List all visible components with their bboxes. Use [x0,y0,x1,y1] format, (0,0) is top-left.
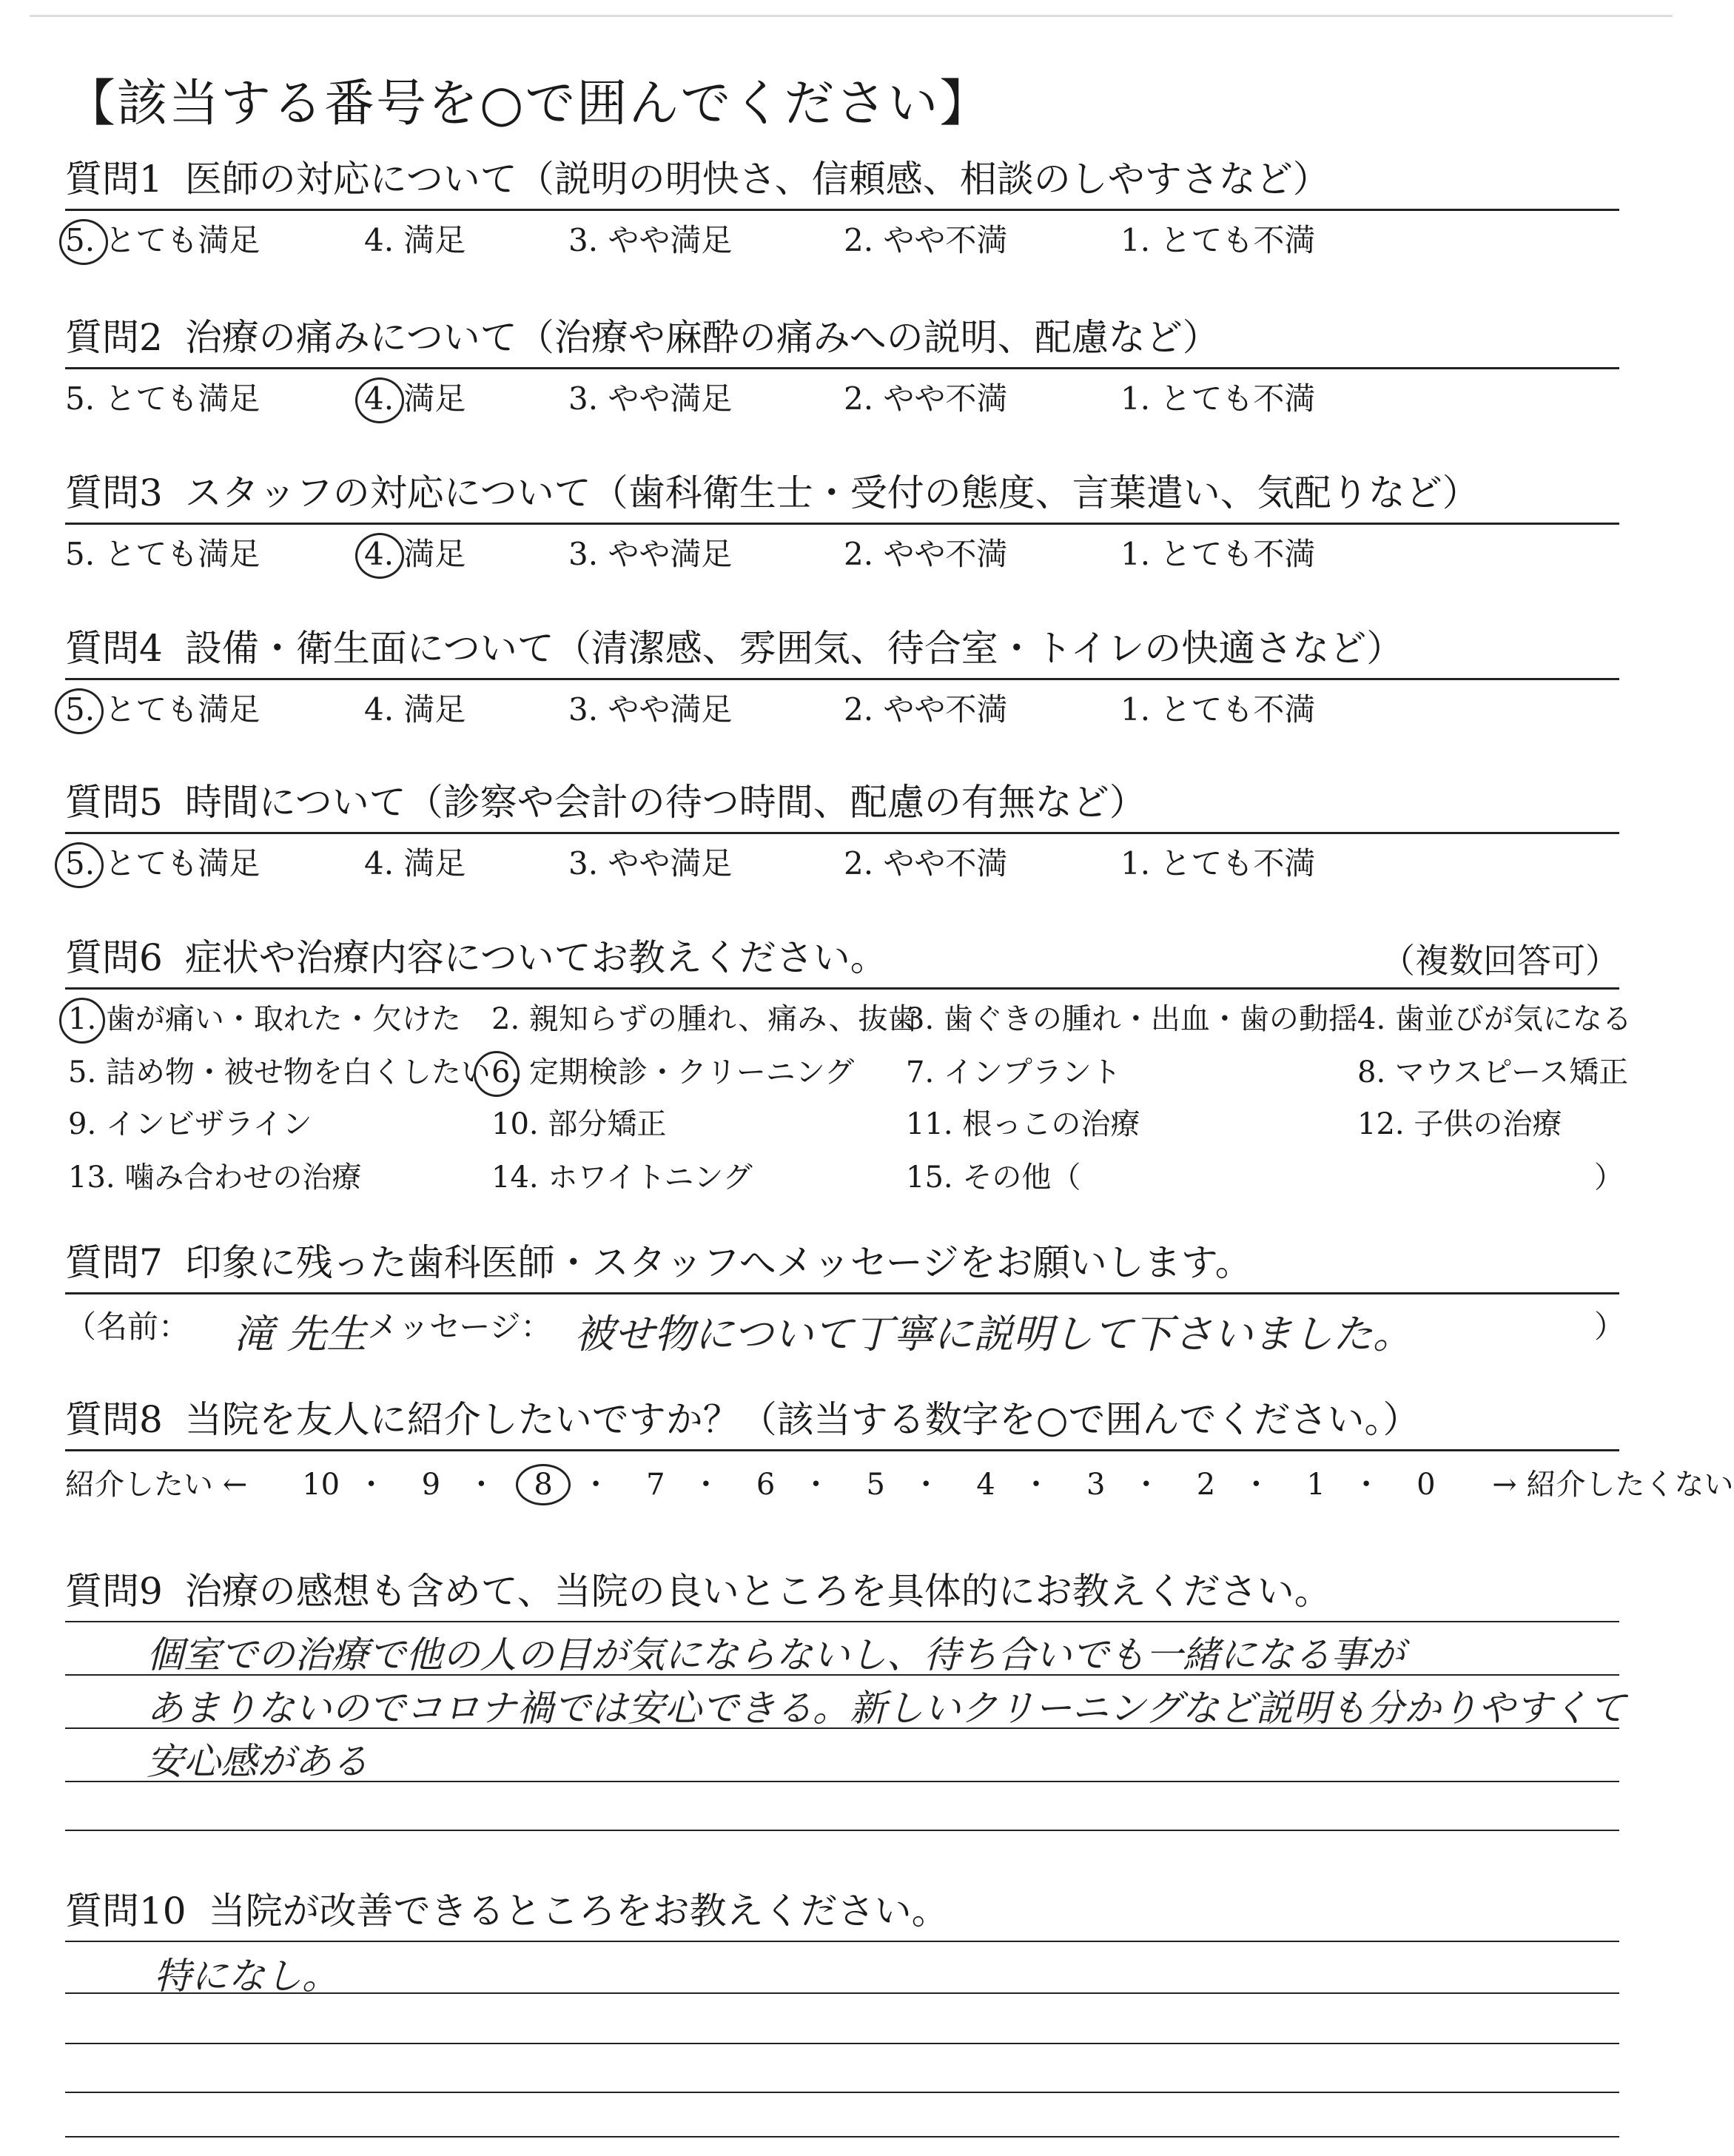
question-10 [65,1887,1619,2139]
scale-value[interactable]: 7 [646,1468,665,1502]
form-header: 【該当する番号を○で囲んでください】 [65,75,992,133]
option-2[interactable]: 2. やや不満 [844,536,1008,572]
option-4[interactable]: 4. 満足 [364,222,466,258]
option-2[interactable]: 2. やや不満 [844,222,1008,258]
symptom-option[interactable]: 9. インビザライン [68,1107,312,1141]
scale-value[interactable]: 0 [1417,1468,1436,1502]
question-8 [65,1396,1734,1502]
message-handwritten[interactable]: 被せ物について丁寧に説明して下さいました。 [574,1311,1413,1357]
option-5[interactable]: 5. とても満足 [65,222,261,258]
top-edge-line [30,15,1673,17]
question-2 [65,314,1619,417]
option-4[interactable]: 4. 満足 [364,536,466,572]
answer-line [65,2043,1619,2044]
rule [65,209,1619,211]
question-7 [65,1239,1626,1357]
rule [65,678,1619,680]
symptom-option[interactable]: 5. 詰め物・被せ物を白くしたい [68,1055,491,1089]
answer-line [65,2092,1619,2093]
question-3 [65,469,1619,572]
referral-scale: 紹介したい ← 10 ・ 9 ・ 8 ・ 7 ・ 6 ・ 5 ・ 4 ・ 3 ・ 2 ・ 1 ・ 0 → 紹介したくない [65,1464,1734,1505]
option-1[interactable]: 1. とても不満 [1120,536,1316,572]
option-5[interactable]: 5. とても満足 [65,691,261,728]
question-title: 質問8 当院を友人に紹介したいですか？（該当する数字を○で囲んでください。） [65,1398,1420,1441]
left-label: 紹介したい ← [65,1468,248,1502]
symptom-option[interactable]: 2. 親知らずの腫れ、痛み、抜歯 [491,1002,918,1036]
rule [65,1449,1619,1451]
option-2[interactable]: 2. やや不満 [844,691,1008,728]
question-5 [65,779,1619,881]
option-1[interactable]: 1. とても不満 [1120,845,1316,881]
answer-handwritten[interactable]: 個室での治療で他の人の目が気にならないし、待ち合いでも一緒になる事が [147,1633,1405,1676]
symptom-option[interactable]: 10. 部分矯正 [491,1107,667,1141]
question-title: 質問10 当院が改善できるところをお教えください。 [65,1890,949,1932]
close-paren: ） [1594,1309,1626,1345]
option-2[interactable]: 2. やや不満 [844,380,1008,417]
question-title: 質問9 治療の感想も含めて、当院の良いところを具体的にお教えください。 [65,1570,1331,1613]
message-label: メッセージ： [367,1309,552,1345]
option-3[interactable]: 3. やや満足 [568,536,733,572]
rule [65,367,1619,369]
rule [65,523,1619,525]
symptom-option[interactable]: 3. 歯ぐきの腫れ・出血・歯の動揺 [906,1002,1358,1036]
answer-line [65,1830,1619,1831]
scale-value[interactable]: 5 [866,1468,885,1502]
answer-line [65,1621,1619,1622]
symptom-option[interactable]: 4. 歯並びが気になる [1357,1002,1632,1036]
answer-handwritten[interactable]: 安心感がある [147,1740,369,1783]
symptom-option[interactable]: 11. 根っこの治療 [906,1107,1140,1141]
option-3[interactable]: 3. やや満足 [568,691,733,728]
option-4[interactable]: 4. 満足 [364,845,466,881]
symptom-option[interactable]: 14. ホワイトニング [491,1161,753,1195]
option-3[interactable]: 3. やや満足 [568,845,733,881]
scale-value[interactable]: 1 [1306,1468,1325,1502]
symptom-option[interactable]: 6. 定期検診・クリーニング [491,1055,855,1089]
symptom-option[interactable]: 1. 歯が痛い・取れた・欠けた [68,1002,461,1036]
multiple-answer-note: （複数回答可） [1381,941,1619,981]
symptom-option[interactable]: 12. 子供の治療 [1357,1107,1562,1141]
option-5[interactable]: 5. とても満足 [65,845,261,881]
question-4 [65,625,1619,728]
scale-value[interactable]: 4 [976,1468,995,1502]
question-title: 質問7 印象に残った歯科医師・スタッフへメッセージをお願いします。 [65,1241,1252,1284]
option-4[interactable]: 4. 満足 [364,691,466,728]
option-5[interactable]: 5. とても満足 [65,536,261,572]
name-handwritten[interactable]: 滝 先生 [234,1311,367,1357]
answer-handwritten[interactable]: あまりないのでコロナ禍では安心できる。新しいクリーニングなど説明も分かりやすくて [147,1687,1626,1730]
question-title: 質問4 設備・衛生面について（清潔感、雰囲気、待合室・トイレの快適さなど） [65,627,1404,670]
scale-value-selected[interactable]: 8 [516,1464,571,1505]
answer-line [65,2136,1619,2137]
question-title: 質問3 スタッフの対応について（歯科衛生士・受付の態度、言葉遣い、気配りなど） [65,471,1479,514]
option-1[interactable]: 1. とても不満 [1120,691,1316,728]
question-title: 質問5 時間について（診察や会計の待つ時間、配慮の有無など） [65,781,1146,824]
scale-value[interactable]: 10 [302,1468,340,1502]
option-1[interactable]: 1. とても不満 [1120,380,1316,417]
question-1 [65,155,1619,258]
name-label: （名前： [65,1309,190,1345]
symptom-option[interactable]: 15. その他（ [906,1161,1081,1195]
answer-line [65,1941,1619,1942]
question-6 [65,934,1632,1195]
option-3[interactable]: 3. やや満足 [568,380,733,417]
scale-value[interactable]: 2 [1196,1468,1216,1502]
option-1[interactable]: 1. とても不満 [1120,222,1316,258]
option-5[interactable]: 5. とても満足 [65,380,261,417]
rule [65,987,1619,990]
symptom-option[interactable]: 7. インプラント [906,1055,1121,1089]
right-label: → 紹介したくない [1492,1468,1734,1502]
rule [65,832,1619,834]
answer-handwritten[interactable]: 特になし。 [154,1955,339,1998]
question-title: 質問6 症状や治療内容についてお教えください。 [65,936,887,979]
option-4[interactable]: 4. 満足 [364,380,466,417]
symptom-option[interactable]: 13. 噛み合わせの治療 [68,1161,362,1195]
other-close-paren: ） [1594,1161,1624,1195]
scale-value[interactable]: 9 [421,1468,441,1502]
scale-value[interactable]: 6 [756,1468,776,1502]
question-title: 質問2 治療の痛みについて（治療や麻酔の痛みへの説明、配慮など） [65,316,1220,359]
question-9 [65,1568,1626,1834]
scale-value[interactable]: 3 [1086,1468,1106,1502]
option-3[interactable]: 3. やや満足 [568,222,733,258]
rule [65,1292,1619,1294]
option-2[interactable]: 2. やや不満 [844,845,1008,881]
question-title: 質問1 医師の対応について（説明の明快さ、信頼感、相談のしやすさなど） [65,158,1330,201]
symptom-option[interactable]: 8. マウスピース矯正 [1357,1055,1629,1089]
